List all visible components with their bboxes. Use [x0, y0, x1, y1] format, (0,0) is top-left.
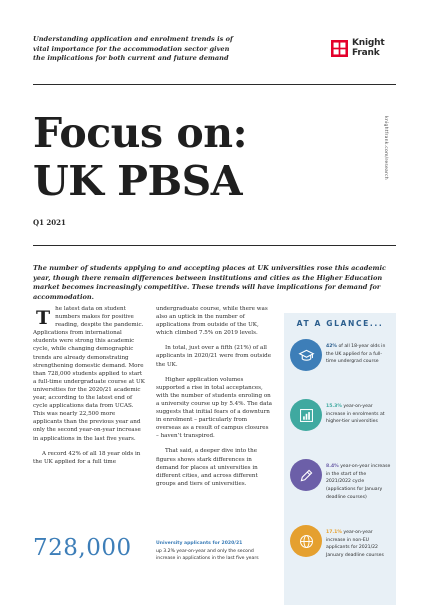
- at-a-glance-panel: [284, 313, 396, 605]
- glance-item: [290, 399, 394, 457]
- body-paragraph: Higher application volumes supported a rise in total acceptances, with the number of students enroling on a university course up by 5.4%. The data suggests that initial fears of a downturn in enrolment – particularly from overseas as a result of campus closures – haven’t transpired.: [156, 376, 273, 440]
- stat-caption-title: University applicants for 2020/21: [156, 541, 243, 546]
- knight-frank-logo[interactable]: [331, 33, 397, 63]
- drop-cap: T: [36, 307, 51, 329]
- globe-icon: [290, 525, 322, 557]
- glance-pct: 15.3%: [326, 404, 342, 409]
- logo-mark-icon: [331, 40, 348, 57]
- issue-date: Q1 2021: [33, 218, 66, 227]
- body-column-2: [156, 305, 273, 495]
- side-url[interactable]: knightfrank.com/research: [383, 116, 388, 180]
- glance-desc: year-on-year increase in non-EU applicants for 2021/22 January deadline courses: [326, 530, 384, 559]
- glance-text: [326, 529, 392, 560]
- glance-text: [326, 343, 392, 366]
- glance-desc: of all 18-year olds in the UK applied for a full-time undergrad course: [326, 344, 386, 365]
- glance-item: [290, 525, 394, 583]
- intro-text: [33, 35, 283, 64]
- logo-line2: Frank: [352, 48, 380, 58]
- body-paragraph: A record 42% of all 18 year olds in the UK applied for a full time: [33, 450, 141, 465]
- glance-text: [326, 403, 392, 426]
- pen-icon: [290, 459, 322, 491]
- logo-wordmark: [352, 38, 384, 58]
- glance-desc: year-on-year increase in the start of the 2021/2022 cycle (applications for January deadline courses): [326, 464, 391, 500]
- body-text: he latest data on student numbers makes for positive reading, despite the pandemic. Applications from international students were strong this academic cycle, while changing demographic trends are already demonstrating strengthening domestic demand. More than 728,000 students applied to start a full-time undergraduate course at UK universities for the 2020/21 academic year, according to the latest end of cycle applications data from UCAS. This was nearly 22,500 more applicants than the previous year and only the second year-on-year increase in applications in the last five years.: [33, 306, 145, 442]
- hero-title-line2: UK PBSA: [33, 157, 243, 205]
- glance-item: [290, 339, 394, 397]
- glance-pct: 17.1%: [326, 530, 342, 535]
- glance-pct: 42%: [326, 344, 337, 349]
- intro-line: vital importance for the accommodation sector given: [33, 44, 230, 53]
- body-paragraph: undergraduate course, while there was also an uptick in the number of applications from outside of the UK, which climbed 7.5% on 2019 levels.: [156, 306, 268, 337]
- body-column-1: [33, 305, 146, 473]
- glance-title: AT A GLANCE...: [296, 319, 384, 328]
- glance-text: [326, 463, 392, 502]
- stat-caption-text: up 3.2% year-on-year and only the second increase in applications in the last five years: [156, 548, 259, 562]
- middle-divider: [33, 245, 396, 246]
- lead-paragraph: The number of students applying to and accepting places at UK universities rose this academic year, though there remain differences between institutions and cities as the Higher Education market becomes increasingly competitive. These trends will have implications for demand for accommodation.: [33, 264, 387, 301]
- logo-line1: Knight: [352, 38, 385, 48]
- chart-icon: [290, 399, 322, 431]
- intro-line: Understanding application and enrolment trends is of: [33, 35, 233, 43]
- hero-title-line1: Focus on:: [33, 109, 248, 157]
- glance-desc: year-on-year increase in enrolments at higher-tier universities: [326, 404, 385, 425]
- glance-item: [290, 459, 394, 517]
- body-paragraph: In total, just over a fifth (21%) of all applicants in 2020/21 were from outside the UK.: [156, 345, 272, 368]
- body-paragraph: [33, 305, 146, 443]
- glance-pct: 8.4%: [326, 464, 339, 469]
- body-paragraph: That said, a deeper dive into the figures shows stark differences in demand for places at universities in different cities, and across different groups and tiers of universities.: [156, 448, 258, 487]
- top-divider: [33, 84, 396, 85]
- graduate-icon: [290, 339, 322, 371]
- stat-number: 728,000: [33, 535, 132, 561]
- stat-caption: [156, 540, 271, 563]
- intro-line: the implications for both current and future demand: [33, 54, 229, 63]
